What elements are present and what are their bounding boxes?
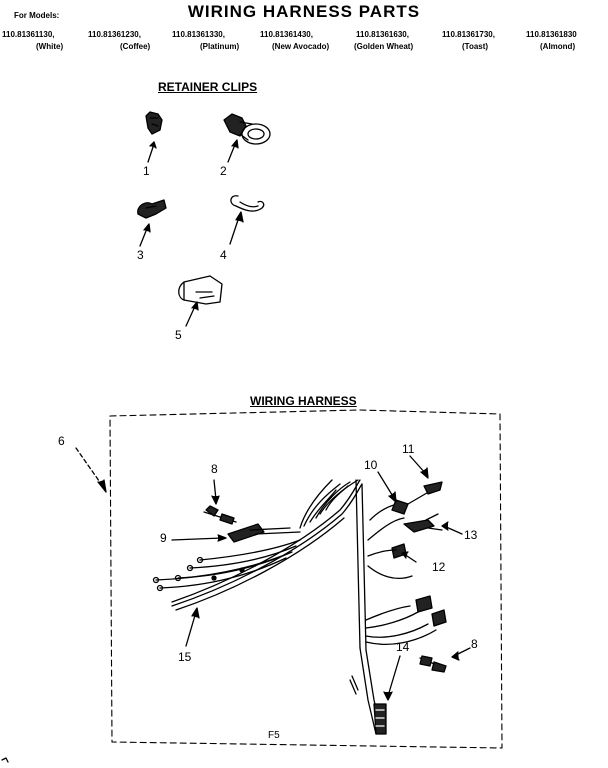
harness-wires-left [154,540,301,591]
callout-2: 2 [220,164,227,178]
page-title: WIRING HARNESS PARTS [187,2,421,21]
model-number: 110.81361130, [2,30,55,39]
leader-line [172,538,222,540]
model-number: 110.81361730, [442,30,495,39]
callout-1: 1 [143,164,150,178]
connector-10 [370,472,408,520]
model-color: (White) [36,42,64,51]
retainer-clip-1 [146,112,162,162]
leader-line [388,656,400,696]
model-color: (Toast) [462,42,489,51]
model-number: 110.81361430, [260,30,313,39]
callout-14: 14 [396,640,410,654]
model-color: (Almond) [540,42,576,51]
leader-line [378,472,394,498]
diagram-code: F5 [268,730,280,741]
harness-wires-right [366,596,446,644]
retainer-clips-title: RETAINER CLIPS [158,80,258,94]
callout-13: 13 [464,528,478,542]
callout-9: 9 [160,531,167,545]
model-number: 110.81361630, [356,30,409,39]
callout-15: 15 [178,650,192,664]
retainer-clip-2 [224,114,270,162]
model-color: (Platinum) [200,42,240,51]
for-models-label: For Models: [14,11,60,20]
retainer-clip-3 [138,200,166,246]
retainer-clip-5 [179,276,222,326]
connector-8 [204,480,236,524]
model-number: 110.81361830 [526,30,577,39]
callout-12: 12 [432,560,446,574]
callout-6: 6 [58,434,65,448]
model-color: (Golden Wheat) [354,42,414,51]
callout-10: 10 [364,458,378,472]
model-color: (Coffee) [120,42,151,51]
wiring-harness-title: WIRING HARNESS [250,394,357,408]
connector-14 [374,656,400,734]
leader-line [186,612,196,646]
callout-4: 4 [220,248,227,262]
harness-trunk [172,480,382,734]
corner-mark [2,758,8,762]
terminal-11 [408,456,442,504]
connector-13 [404,514,462,534]
callout-8: 8 [211,462,218,476]
model-number: 110.81361230, [88,30,141,39]
model-number: 110.81361330, [172,30,225,39]
callout-8-lower: 8 [471,637,478,651]
model-color: (New Avocado) [272,42,330,51]
callout-3: 3 [137,248,144,262]
connector-block-9 [172,524,300,542]
callout-11: 11 [402,442,415,456]
retainer-clip-4 [230,196,264,244]
connector-8-lower [420,648,470,672]
callout-5: 5 [175,328,182,342]
